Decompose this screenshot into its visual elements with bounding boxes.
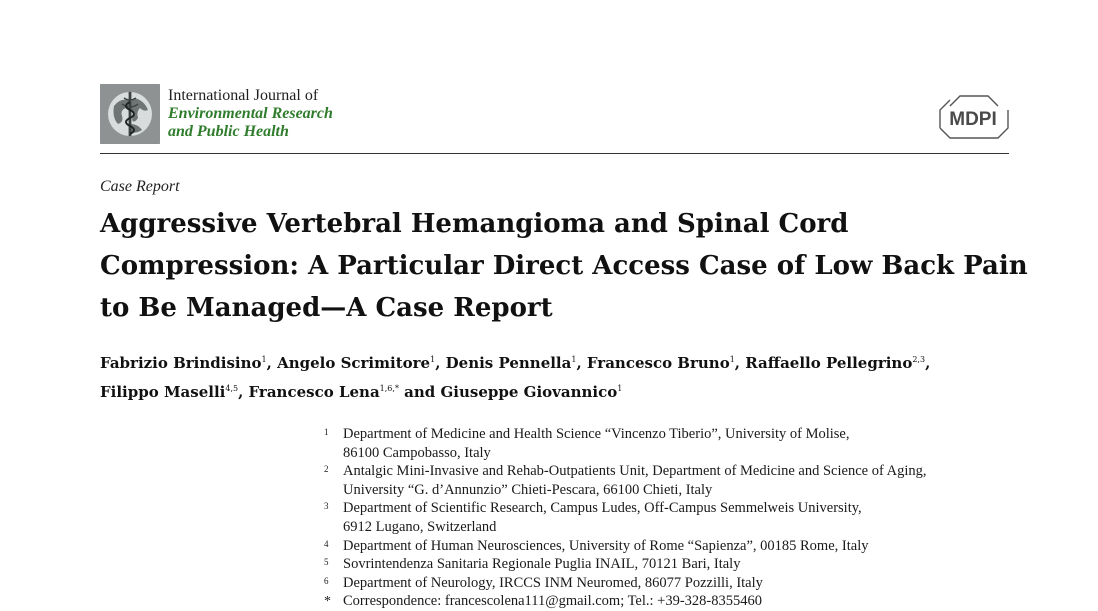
title-line: to Be Managed—A Case Report bbox=[100, 293, 553, 323]
affiliation-text bbox=[343, 555, 1042, 574]
author-line bbox=[100, 347, 1020, 376]
affiliation-line: Department of Scientific Research, Campus Ludes, Off-Campus Semmelweis University, bbox=[343, 500, 862, 517]
correspondence-item bbox=[322, 592, 1042, 611]
author-name: Francesco Bruno bbox=[586, 354, 730, 372]
affiliation-number: 4 bbox=[324, 538, 329, 549]
affiliation-number: 6 bbox=[324, 575, 329, 586]
affiliation-text bbox=[343, 499, 1042, 536]
journal-logo bbox=[100, 84, 160, 144]
author-separator: , bbox=[734, 354, 746, 372]
affiliation-item bbox=[322, 499, 1042, 536]
affiliation-item bbox=[322, 574, 1042, 593]
journal-name bbox=[168, 87, 333, 141]
journal-name-line-3: and Public Health bbox=[168, 123, 289, 140]
author-name: Filippo Maselli bbox=[100, 383, 226, 401]
author-separator: , bbox=[266, 354, 278, 372]
journal-name-line-2: Environmental Research bbox=[168, 105, 333, 122]
author-affiliation-ref: 1 bbox=[617, 384, 623, 393]
affiliation-line: 86100 Campobasso, Italy bbox=[343, 444, 491, 461]
author-affiliation-ref: 1 bbox=[571, 355, 577, 364]
affiliation-line: Sovrintendenza Sanitaria Regionale Puglia INAIL, 70121 Bari, Italy bbox=[343, 556, 741, 573]
affiliation-item bbox=[322, 462, 1042, 499]
author-name: Angelo Scrimitore bbox=[277, 354, 431, 372]
author-affiliation-ref: 2,3 bbox=[912, 355, 926, 364]
author-name: Giuseppe Giovannico bbox=[440, 383, 618, 401]
affiliation-line: Department of Neurology, IRCCS INM Neuromed, 86077 Pozzilli, Italy bbox=[343, 574, 763, 591]
header-divider bbox=[100, 153, 1009, 154]
affiliation-line: University “G. d’Annunzio” Chieti-Pescara, 66100 Chieti, Italy bbox=[343, 481, 713, 498]
affiliation-item bbox=[322, 537, 1042, 556]
author-name: Francesco Lena bbox=[248, 383, 380, 401]
author-affiliation-ref: 1 bbox=[430, 355, 436, 364]
author-name: Raffaello Pellegrino bbox=[745, 354, 913, 372]
author-affiliation-ref: 1 bbox=[261, 355, 267, 364]
affiliation-item bbox=[322, 555, 1042, 574]
affiliation-line: 6912 Lugano, Switzerland bbox=[343, 518, 497, 535]
author-separator: , bbox=[435, 354, 446, 372]
affiliation-text bbox=[343, 462, 1042, 499]
affiliation-text bbox=[343, 425, 1042, 462]
author-name: Fabrizio Brindisino bbox=[100, 354, 262, 372]
affiliation-number: 3 bbox=[324, 501, 329, 512]
affiliation-line: Department of Medicine and Health Science “Vincenzo Tiberio”, University of Molise, bbox=[343, 426, 850, 442]
affiliation-line: Department of Human Neurosciences, University of Rome “Sapienza”, 00185 Rome, Italy bbox=[343, 537, 869, 554]
publisher-logo bbox=[932, 88, 1010, 142]
journal-name-line-1: International Journal of bbox=[168, 87, 319, 104]
affiliation-list bbox=[322, 425, 1042, 611]
publisher-name: MDPI bbox=[949, 109, 997, 130]
journal-emblem-icon bbox=[100, 84, 160, 144]
author-separator: , bbox=[576, 354, 587, 372]
author-name: Denis Pennella bbox=[445, 354, 572, 372]
correspondence-mark: * bbox=[324, 594, 331, 610]
affiliation-text bbox=[343, 537, 1042, 556]
article-type: Case Report bbox=[100, 178, 180, 195]
title-line: Aggressive Vertebral Hemangioma and Spinal Cord bbox=[100, 209, 849, 239]
correspondence-text bbox=[343, 592, 1042, 611]
author-list bbox=[100, 347, 1020, 405]
author-separator: and bbox=[398, 383, 441, 401]
author-affiliation-ref: 1 bbox=[729, 355, 735, 364]
title-line: Compression: A Particular Direct Access Case of Low Back Pain bbox=[100, 251, 1028, 281]
author-separator: , bbox=[238, 383, 249, 401]
affiliation-number: 1 bbox=[324, 427, 329, 437]
author-separator: , bbox=[925, 354, 931, 372]
affiliation-number: 2 bbox=[324, 464, 329, 475]
affiliation-number: 5 bbox=[324, 557, 329, 568]
correspondence-line: Correspondence: francescolena111@gmail.com; Tel.: +39-328-8355460 bbox=[343, 593, 763, 610]
affiliation-text bbox=[343, 574, 1042, 593]
author-line bbox=[100, 376, 1020, 405]
author-affiliation-ref: 1,6,* bbox=[379, 384, 399, 393]
affiliation-line: Antalgic Mini-Invasive and Rehab-Outpatients Unit, Department of Medicine and Science of Aging, bbox=[343, 463, 927, 480]
affiliation-item bbox=[322, 425, 1042, 462]
article-title bbox=[100, 203, 1028, 329]
author-affiliation-ref: 4,5 bbox=[225, 384, 239, 393]
